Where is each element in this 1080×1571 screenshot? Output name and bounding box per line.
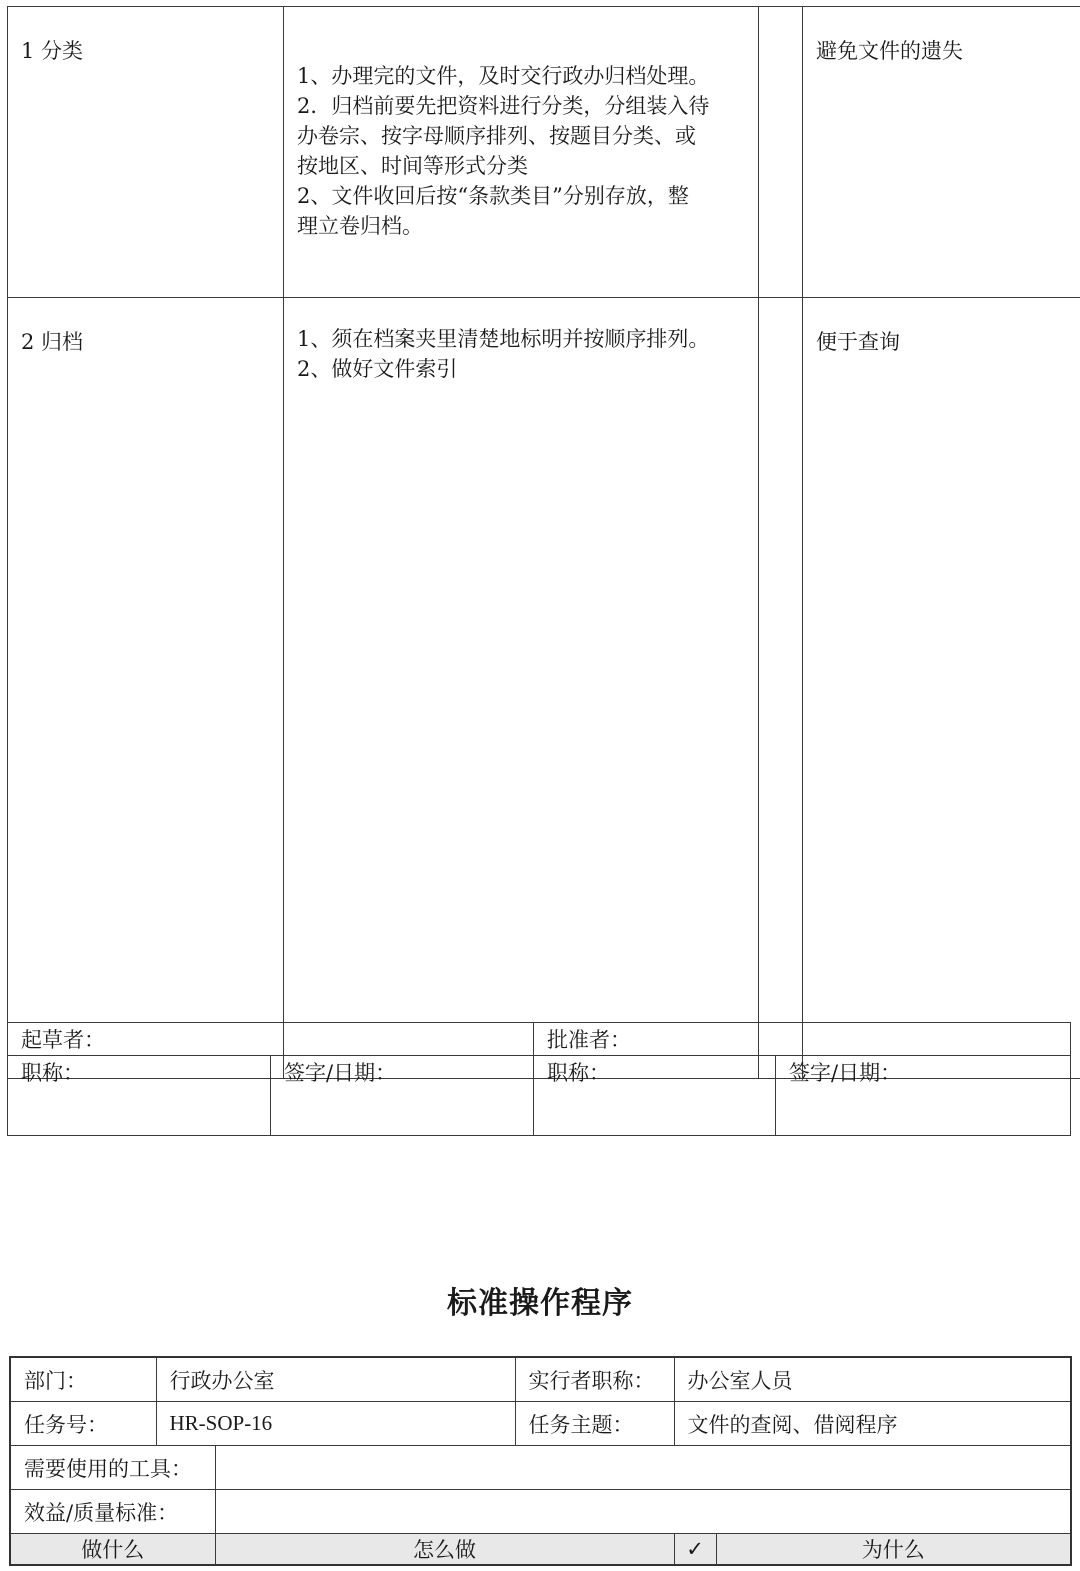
signoff-table: [7, 1022, 1071, 1136]
procedure-row: [8, 7, 1080, 298]
benefit-value: [215, 1490, 1071, 1534]
benefit-label: 效益/质量标准：: [10, 1490, 215, 1534]
department-value: 行政办公室: [156, 1357, 515, 1402]
instruction-line: 办卷宗、按字母顺序排列、按题目分类、或: [297, 124, 696, 148]
check-cell: [759, 298, 803, 1079]
step-instructions-cell: [284, 298, 759, 1079]
department-label: 部门：: [10, 1357, 156, 1402]
column-header-what: 做什么: [10, 1534, 215, 1566]
step-instructions: [284, 7, 758, 241]
step-instructions: [284, 298, 758, 384]
executor-title-label: 实行者职称：: [515, 1357, 674, 1402]
column-header-how: 怎么做: [215, 1534, 674, 1566]
step-reason: 避免文件的遗失: [816, 39, 963, 63]
step-name: 2 归档: [21, 330, 84, 354]
instruction-line: 理立卷归档。: [297, 214, 423, 238]
sop-header-table: [9, 1356, 1072, 1566]
instruction-line: 1、须在档案夹里清楚地标明并按顺序排列。: [297, 327, 710, 351]
drafter-title-field: 职称：: [8, 1056, 271, 1136]
task-no-label: 任务号：: [10, 1402, 156, 1446]
tools-value: [215, 1446, 1071, 1490]
approver-label: 批准者：: [534, 1023, 1071, 1056]
step-name-cell: [8, 298, 284, 1079]
column-header-check: ✓: [674, 1534, 716, 1566]
step-reason-cell: [803, 298, 1080, 1079]
instruction-line: 2、做好文件索引: [297, 357, 458, 381]
executor-title-value: 办公室人员: [674, 1357, 1071, 1402]
task-no-value: HR-SOP-16: [156, 1402, 515, 1446]
instruction-line: 2．归档前要先把资料进行分类，分组装入待: [297, 94, 710, 118]
procedure-row: [8, 298, 1080, 1079]
step-instructions-cell: [284, 7, 759, 298]
check-cell: [759, 7, 803, 298]
step-name-cell: [8, 7, 284, 298]
step-reason-cell: [803, 7, 1080, 298]
instruction-line: 按地区、时间等形式分类: [297, 154, 528, 178]
drafter-label: 起草者：: [8, 1023, 534, 1056]
task-subject-label: 任务主题：: [515, 1402, 674, 1446]
task-subject-value: 文件的查阅、借阅程序: [674, 1402, 1071, 1446]
step-reason: 便于查询: [816, 330, 900, 354]
instruction-line: 1、办理完的文件，及时交行政办归档处理。: [297, 64, 710, 88]
procedure-table: [7, 6, 1080, 1079]
approver-sign-date-field: 签字/日期：: [776, 1056, 1071, 1136]
tools-label: 需要使用的工具：: [10, 1446, 215, 1490]
document-title: 标准操作程序: [447, 1286, 633, 1321]
approver-title-field: 职称：: [534, 1056, 776, 1136]
column-header-why: 为什么: [716, 1534, 1071, 1566]
drafter-sign-date-field: 签字/日期：: [271, 1056, 534, 1136]
step-name: 1 分类: [21, 39, 84, 63]
instruction-line: 2、文件收回后按“条款类目”分别存放，整: [297, 184, 689, 208]
